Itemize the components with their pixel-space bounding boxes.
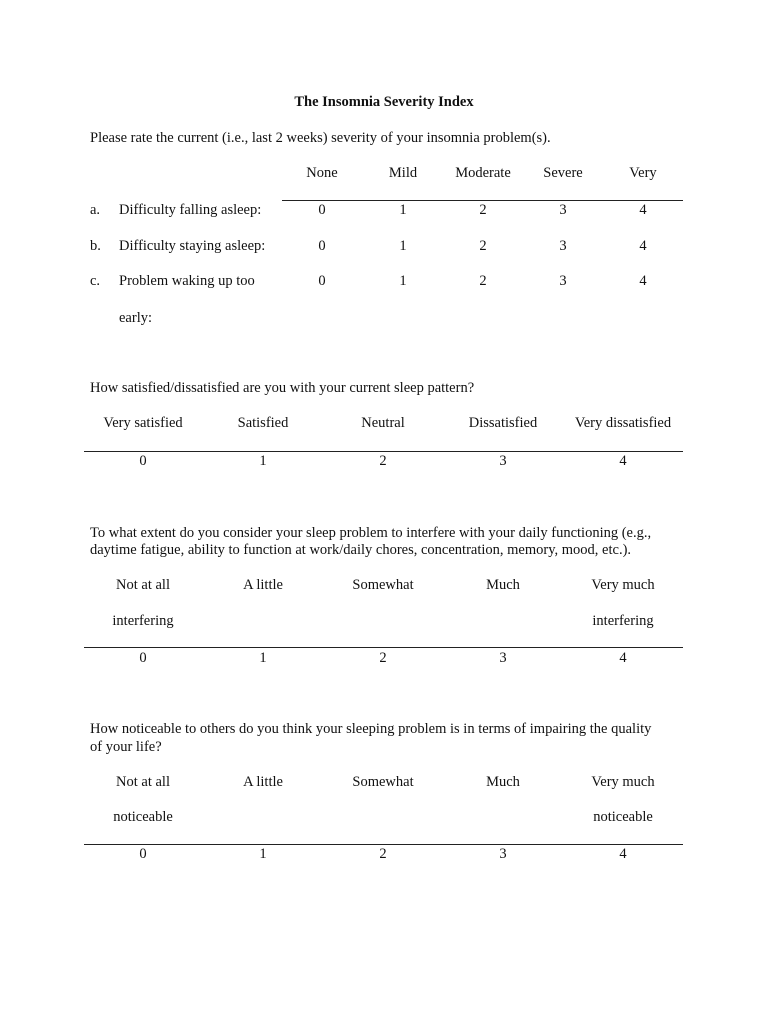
q2-option-2[interactable]: 2: [379, 453, 387, 469]
severity-column-moderate: Moderate: [455, 165, 511, 181]
q3-option-0[interactable]: 0: [139, 650, 147, 666]
q3-option-2[interactable]: 2: [379, 650, 387, 666]
q3-question-line1: To what extent do you consider your sleep problem to interfere with your daily functioning (e.g.,: [90, 525, 652, 541]
q4-option-0[interactable]: 0: [139, 846, 147, 862]
severity-instruction: Please rate the current (i.e., last 2 weeks) severity of your insomnia problem(s).: [90, 130, 551, 146]
q4-option-2[interactable]: 2: [379, 846, 387, 862]
row-c-option-1[interactable]: 1: [399, 273, 407, 289]
row-a-letter: a.: [90, 202, 101, 218]
q4-question-line1: How noticeable to others do you think your sleeping problem is in terms of impairing the quality: [90, 721, 652, 737]
q2-label-neutral: Neutral: [361, 415, 405, 431]
q2-label-very-satisfied: Very satisfied: [103, 415, 183, 431]
row-c-option-2[interactable]: 2: [479, 273, 487, 289]
row-a-option-1[interactable]: 1: [399, 202, 407, 218]
q3-label-very-much: Very much: [591, 577, 655, 593]
row-a-option-0[interactable]: 0: [318, 202, 326, 218]
row-c-label: Problem waking up too: [119, 273, 255, 289]
row-c-label-continued: early:: [119, 310, 153, 326]
severity-header-rule: [282, 200, 683, 201]
row-a-option-3[interactable]: 3: [559, 202, 567, 218]
q4-label-much: Much: [486, 774, 520, 790]
row-b-option-0[interactable]: 0: [318, 238, 326, 254]
q3-question-line2: daytime fatigue, ability to function at work/daily chores, concentration, memory, mood, etc.).: [90, 542, 632, 558]
row-b-letter: b.: [90, 238, 101, 254]
q3-option-4[interactable]: 4: [619, 650, 627, 666]
row-c-letter: c.: [90, 273, 101, 289]
row-c-option-3[interactable]: 3: [559, 273, 567, 289]
q3-option-1[interactable]: 1: [259, 650, 267, 666]
q2-option-4[interactable]: 4: [619, 453, 627, 469]
severity-column-mild: Mild: [388, 165, 418, 181]
row-b-option-3[interactable]: 3: [559, 238, 567, 254]
q2-option-3[interactable]: 3: [499, 453, 507, 469]
q3-option-3[interactable]: 3: [499, 650, 507, 666]
row-b-option-2[interactable]: 2: [479, 238, 487, 254]
severity-column-severe: Severe: [543, 165, 583, 181]
q3-label-much: Much: [486, 577, 520, 593]
q4-label-very-much: Very much: [591, 774, 655, 790]
row-b-label: Difficulty staying asleep:: [119, 238, 266, 254]
q2-rule: [84, 451, 683, 452]
q2-label-very-dissatisfied: Very dissatisfied: [574, 415, 672, 431]
q4-label-very-much-line2: noticeable: [593, 809, 653, 825]
q3-label-very-much-line2: interfering: [592, 613, 654, 629]
row-b-option-4[interactable]: 4: [639, 238, 647, 254]
q4-rule: [84, 844, 683, 845]
severity-column-none: None: [306, 165, 338, 181]
q2-label-satisfied: Satisfied: [237, 415, 289, 431]
row-a-option-2[interactable]: 2: [479, 202, 487, 218]
q2-question: How satisfied/dissatisfied are you with your current sleep pattern?: [90, 380, 475, 396]
row-b-option-1[interactable]: 1: [399, 238, 407, 254]
row-c-option-4[interactable]: 4: [639, 273, 647, 289]
q3-label-not-at-all: Not at all: [116, 577, 170, 593]
q4-label-a-little: A little: [243, 774, 283, 790]
q3-label-a-little: A little: [243, 577, 283, 593]
page-title: The Insomnia Severity Index: [294, 94, 474, 110]
q4-option-4[interactable]: 4: [619, 846, 627, 862]
q4-option-3[interactable]: 3: [499, 846, 507, 862]
q3-rule: [84, 647, 683, 648]
q4-question-line2: of your life?: [90, 739, 162, 755]
q4-label-not-at-all: Not at all: [116, 774, 170, 790]
q3-label-somewhat: Somewhat: [352, 577, 414, 593]
q2-option-1[interactable]: 1: [259, 453, 267, 469]
row-c-option-0[interactable]: 0: [318, 273, 326, 289]
q2-option-0[interactable]: 0: [139, 453, 147, 469]
q4-label-not-at-all-line2: noticeable: [113, 809, 173, 825]
row-a-label: Difficulty falling asleep:: [119, 202, 262, 218]
q4-label-somewhat: Somewhat: [352, 774, 414, 790]
row-a-option-4[interactable]: 4: [639, 202, 647, 218]
severity-column-very: Very: [629, 165, 657, 181]
q4-option-1[interactable]: 1: [259, 846, 267, 862]
q3-label-not-at-all-line2: interfering: [112, 613, 174, 629]
q2-label-dissatisfied: Dissatisfied: [468, 415, 538, 431]
